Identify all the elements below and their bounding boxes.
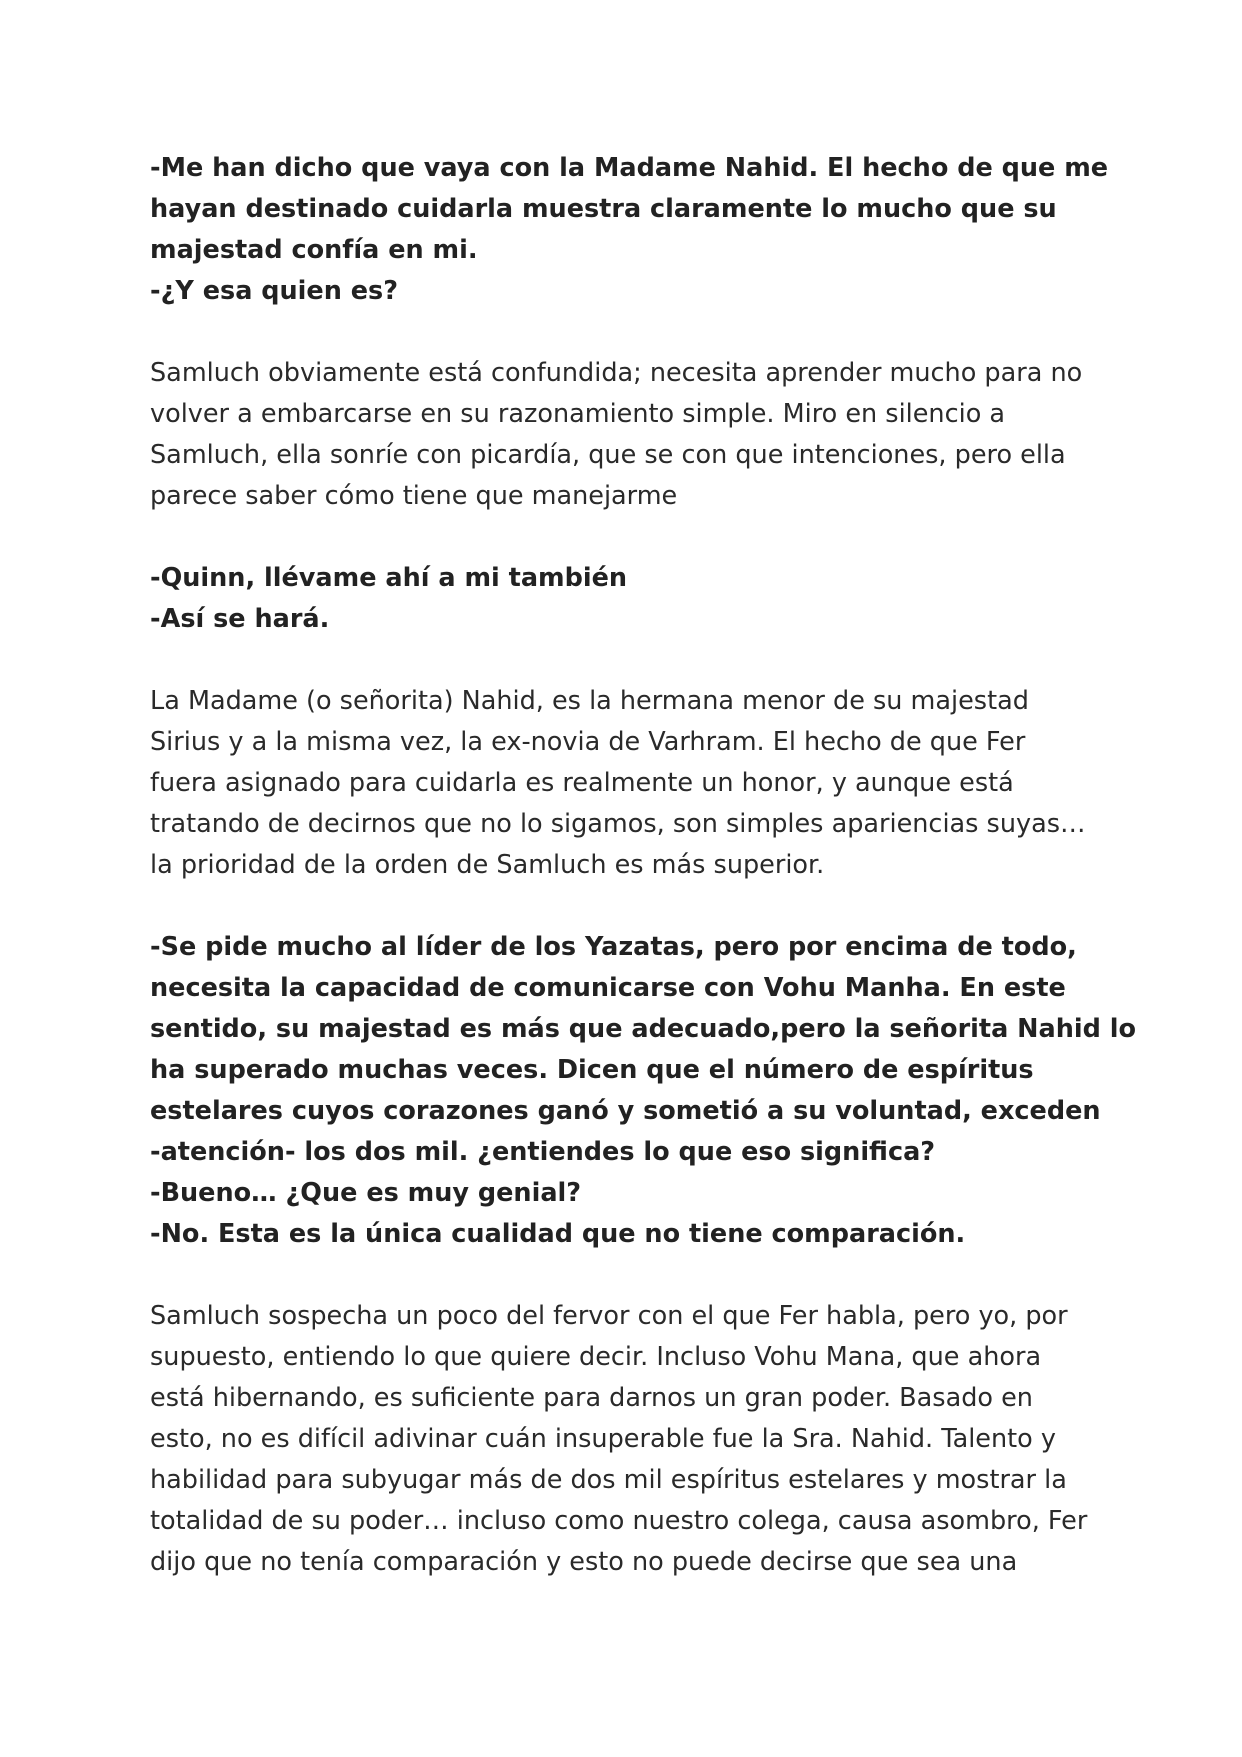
text-line: -Así se hará. [150, 604, 330, 634]
dialogue-paragraph-2 [150, 558, 1095, 640]
narration-paragraph-3 [150, 1296, 1095, 1583]
text-line: -Se pide mucho al líder de los Yazatas, pero por encima de todo, [150, 932, 1077, 962]
text-line: -Quinn, llévame ahí a mi también [150, 563, 628, 593]
document-page [150, 148, 1136, 1624]
text-line: parece saber cómo tiene que manejarme [150, 481, 678, 511]
text-line: La Madame (o señorita) Nahid, es la hermana menor de su majestad [150, 686, 1029, 716]
text-line: supuesto, entiendo lo que quiere decir. Incluso Vohu Mana, que ahora [150, 1342, 1042, 1372]
text-line: -Me han dicho que vaya con la Madame Nahid. El hecho de que me [150, 153, 1109, 183]
text-line: -Bueno… ¿Que es muy genial? [150, 1178, 582, 1208]
text-line: majestad confía en mi. [150, 235, 478, 265]
text-line: fuera asignado para cuidarla es realmente un honor, y aunque está [150, 768, 1014, 798]
text-line: Samluch, ella sonríe con picardía, que se con que intenciones, pero ella [150, 440, 1066, 470]
text-line: hayan destinado cuidarla muestra claramente lo mucho que su [150, 194, 1057, 224]
text-line: la prioridad de la orden de Samluch es más superior. [150, 850, 825, 880]
text-line: volver a embarcarse en su razonamiento simple. Miro en silencio a [150, 399, 1006, 429]
dialogue-paragraph-1 [150, 148, 1109, 312]
text-line: Samluch obviamente está confundida; necesita aprender mucho para no [150, 358, 1083, 388]
text-line: sentido, su majestad es más que adecuado,pero la señorita Nahid lo [150, 1014, 1136, 1044]
text-line: está hibernando, es suficiente para darnos un gran poder. Basado en [150, 1383, 1033, 1413]
narration-paragraph-1 [150, 353, 1095, 517]
text-line: -atención- los dos mil. ¿entiendes lo que eso significa? [150, 1137, 936, 1167]
text-line: habilidad para subyugar más de dos mil espíritus estelares y mostrar la [150, 1465, 1067, 1495]
text-line: -No. Esta es la única cualidad que no tiene comparación. [150, 1219, 966, 1249]
text-line: dijo que no tenía comparación y esto no puede decirse que sea una [150, 1547, 1018, 1577]
text-line: esto, no es difícil adivinar cuán insuperable fue la Sra. Nahid. Talento y [150, 1424, 1056, 1454]
text-line: estelares cuyos corazones ganó y sometió a su voluntad, exceden [150, 1096, 1101, 1126]
text-line: -¿Y esa quien es? [150, 276, 399, 306]
text-line: Sirius y a la misma vez, la ex-novia de Varhram. El hecho de que Fer [150, 727, 1026, 757]
text-line: Samluch sospecha un poco del fervor con el que Fer habla, pero yo, por [150, 1301, 1068, 1331]
text-line: ha superado muchas veces. Dicen que el número de espíritus [150, 1055, 1034, 1085]
text-line: tratando de decirnos que no lo sigamos, son simples apariencias suyas… [150, 809, 1086, 839]
narration-paragraph-2 [150, 681, 1095, 886]
text-line: necesita la capacidad de comunicarse con Vohu Manha. En este [150, 973, 1066, 1003]
dialogue-paragraph-3 [150, 927, 1136, 1255]
text-line: totalidad de su poder… incluso como nuestro colega, causa asombro, Fer [150, 1506, 1088, 1536]
